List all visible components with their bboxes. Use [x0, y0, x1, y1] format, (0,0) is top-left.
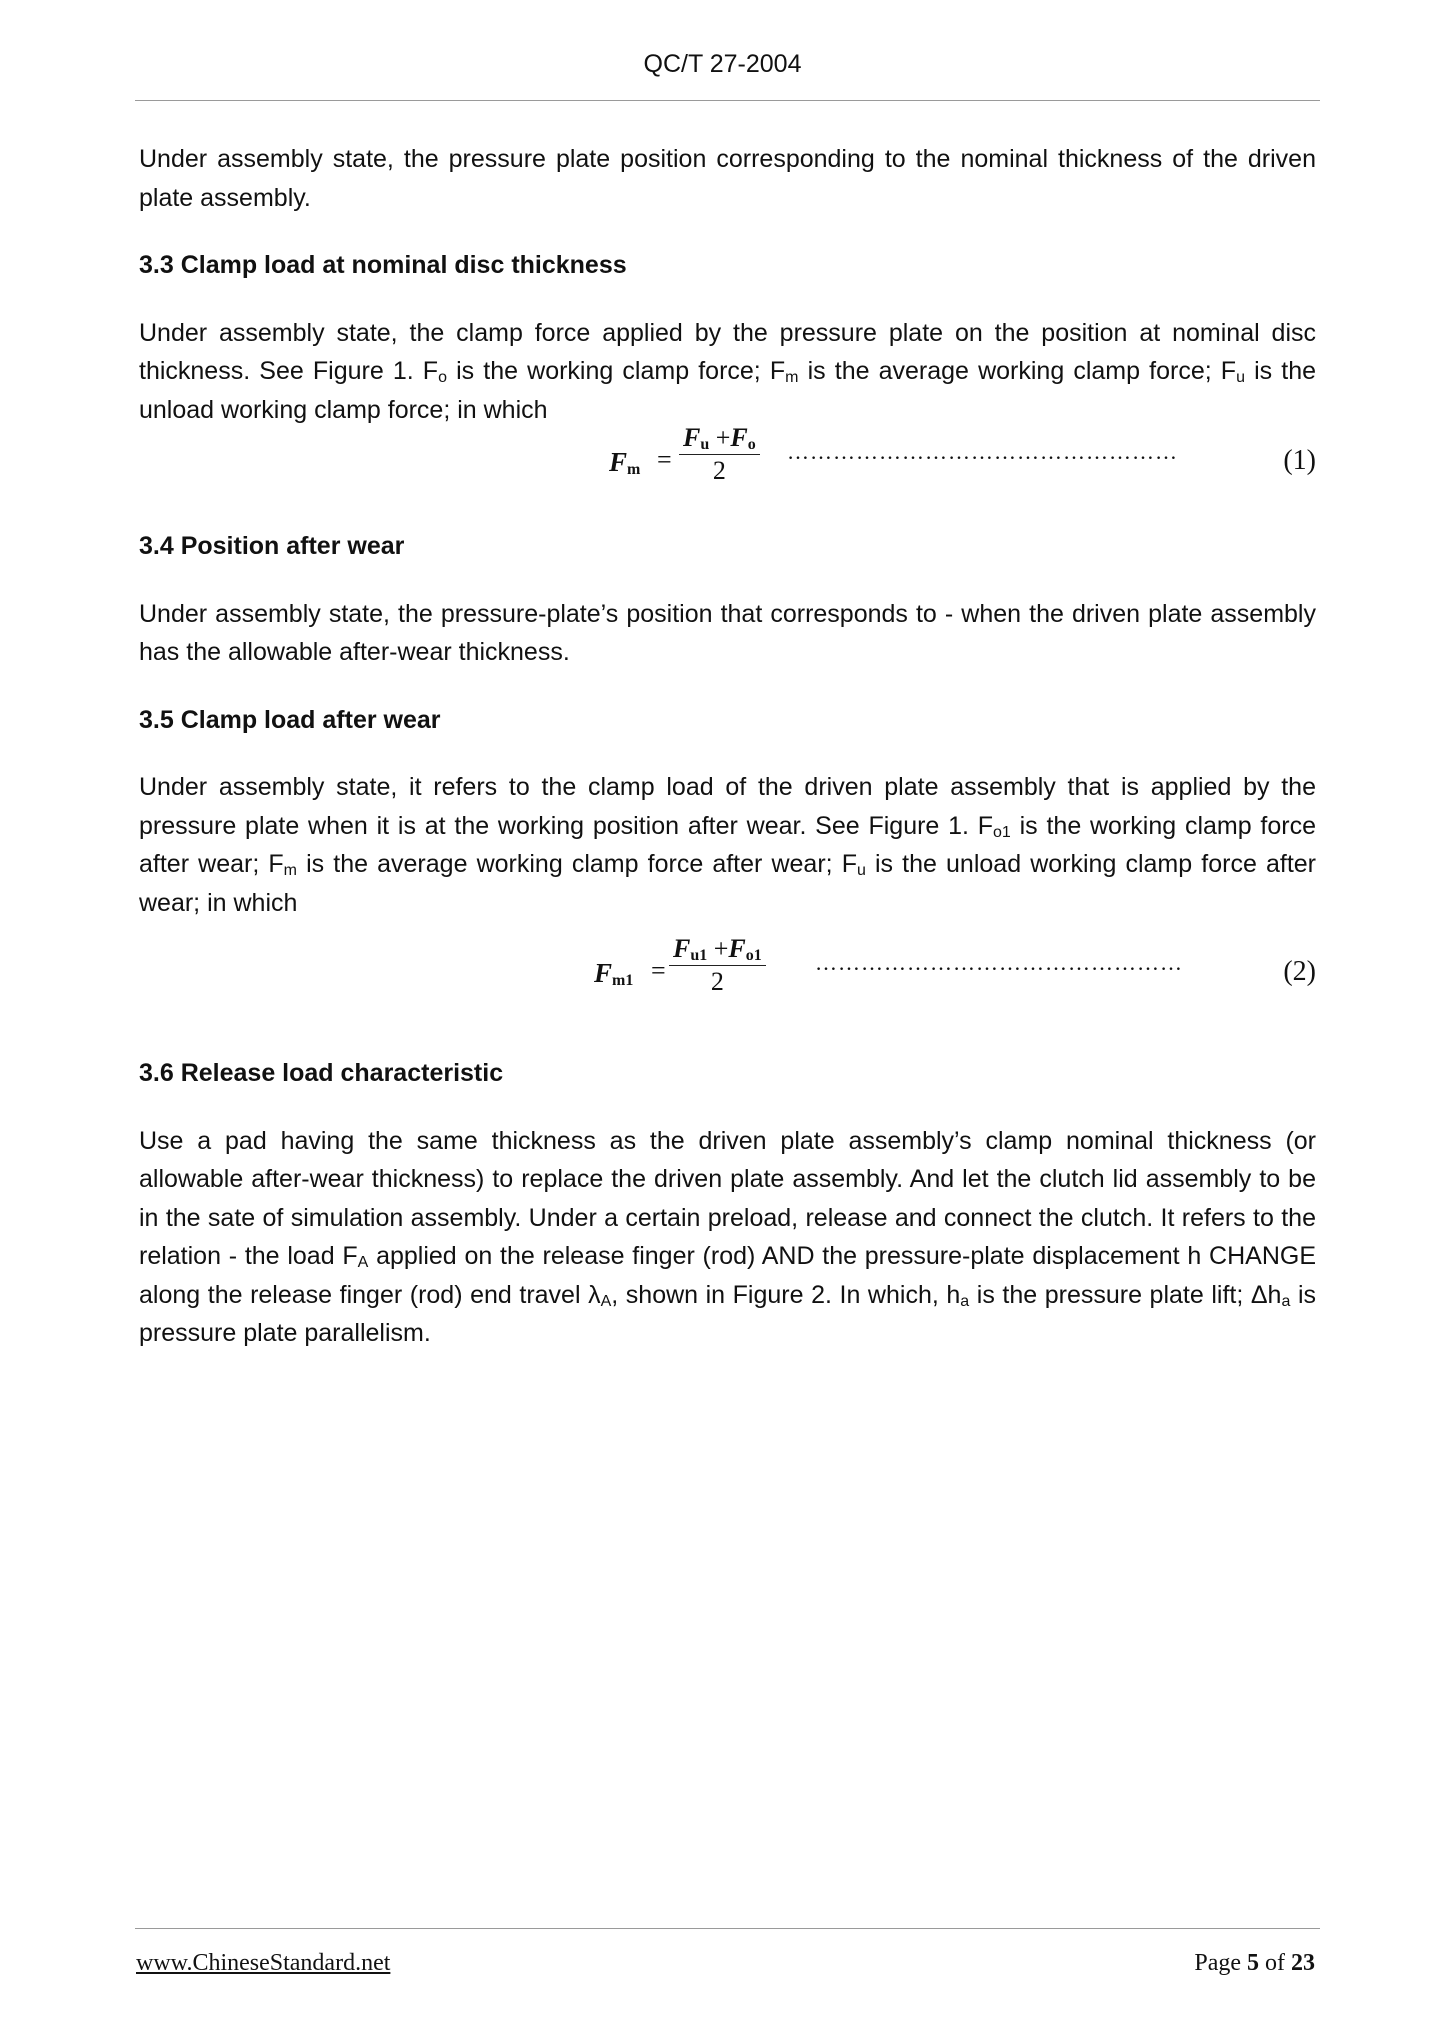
formula-1-equals: =	[657, 445, 672, 474]
section-3-4-heading: 3.4 Position after wear	[139, 532, 405, 560]
formula-2	[139, 934, 1316, 1030]
formula-1-number: (1)	[1283, 445, 1316, 476]
section-3-3-heading: 3.3 Clamp load at nominal disc thickness	[139, 251, 627, 279]
page-header-title: QC/T 27-2004	[643, 50, 802, 78]
formula-2-lhs: $F_{m1}$	[594, 958, 634, 989]
page-number: Page 5 of 23	[1194, 1950, 1315, 1976]
footer-website-link[interactable]: www.ChineseStandard.net	[136, 1950, 391, 1976]
header-divider	[135, 100, 1320, 101]
section-3-5-heading: 3.5 Clamp load after wear	[139, 705, 441, 734]
formula-2-equals: =	[651, 956, 666, 985]
section-3-5-paragraph: Under assembly state, it refers to the clamp load of the driven plate assembly that is applied by the pressure plate when it is at the working position after wear. See Figure 1. $F_{o1}$ is the working clamp force after wear; $F_m$ is the average working clamp force after wear; $F_u$ is the unload working clamp force after wear; in which	[139, 773, 1316, 917]
formula-1-lhs: $F_m$	[609, 447, 641, 478]
formula-2-number: (2)	[1283, 956, 1316, 987]
section-3-6-heading: 3.6 Release load characteristic	[139, 1059, 504, 1087]
footer-divider	[135, 1928, 1320, 1929]
section-3-6-paragraph: Use a pad having the same thickness as the driven plate assembly’s clamp nominal thickness (or allowable after-wear thickness) to replace the driven plate assembly. And let the clutch lid assembly to be in the sate of simulation assembly. Under a certain preload, release and connect the clutch. It refers to the relation - the load $F_A$ applied on the release finger (rod) AND the pressure-plate displacement h CHANGE along the release finger (rod) end travel $\lambda_A$, shown in Figure 2. In which, $h_a$ is the pressure plate lift; $\Delta h_a$ is pressure plate parallelism.	[139, 1126, 1317, 1347]
formula-1-fraction: $\frac{F_u +F_o}{2}$	[679, 423, 760, 486]
section-3-3-paragraph: Under assembly state, the clamp force applied by the pressure plate on the position at nominal disc thickness. See Figure 1. $F_o$ is the working clamp force; $F_m$ is the average working clamp force; $F_u$ is the unload working clamp force; in which	[139, 318, 1317, 424]
intro-paragraph: Under assembly state, the pressure plate position corresponding to the nominal thickness of the driven plate assembly.	[139, 145, 1316, 212]
formula-1	[139, 423, 1316, 509]
formula-2-leader-dots: …………………………………………	[815, 950, 1183, 975]
formula-1-leader-dots: ……………………………………………	[787, 439, 1178, 464]
section-3-4-paragraph: Under assembly state, the pressure-plate’s position that corresponds to - when the driven plate assembly has the allowable after-wear thickness.	[139, 599, 1316, 666]
document-body	[139, 140, 1316, 1353]
formula-2-fraction: $\frac{F_{u1} +F_{o1}}{2}$	[669, 934, 766, 997]
